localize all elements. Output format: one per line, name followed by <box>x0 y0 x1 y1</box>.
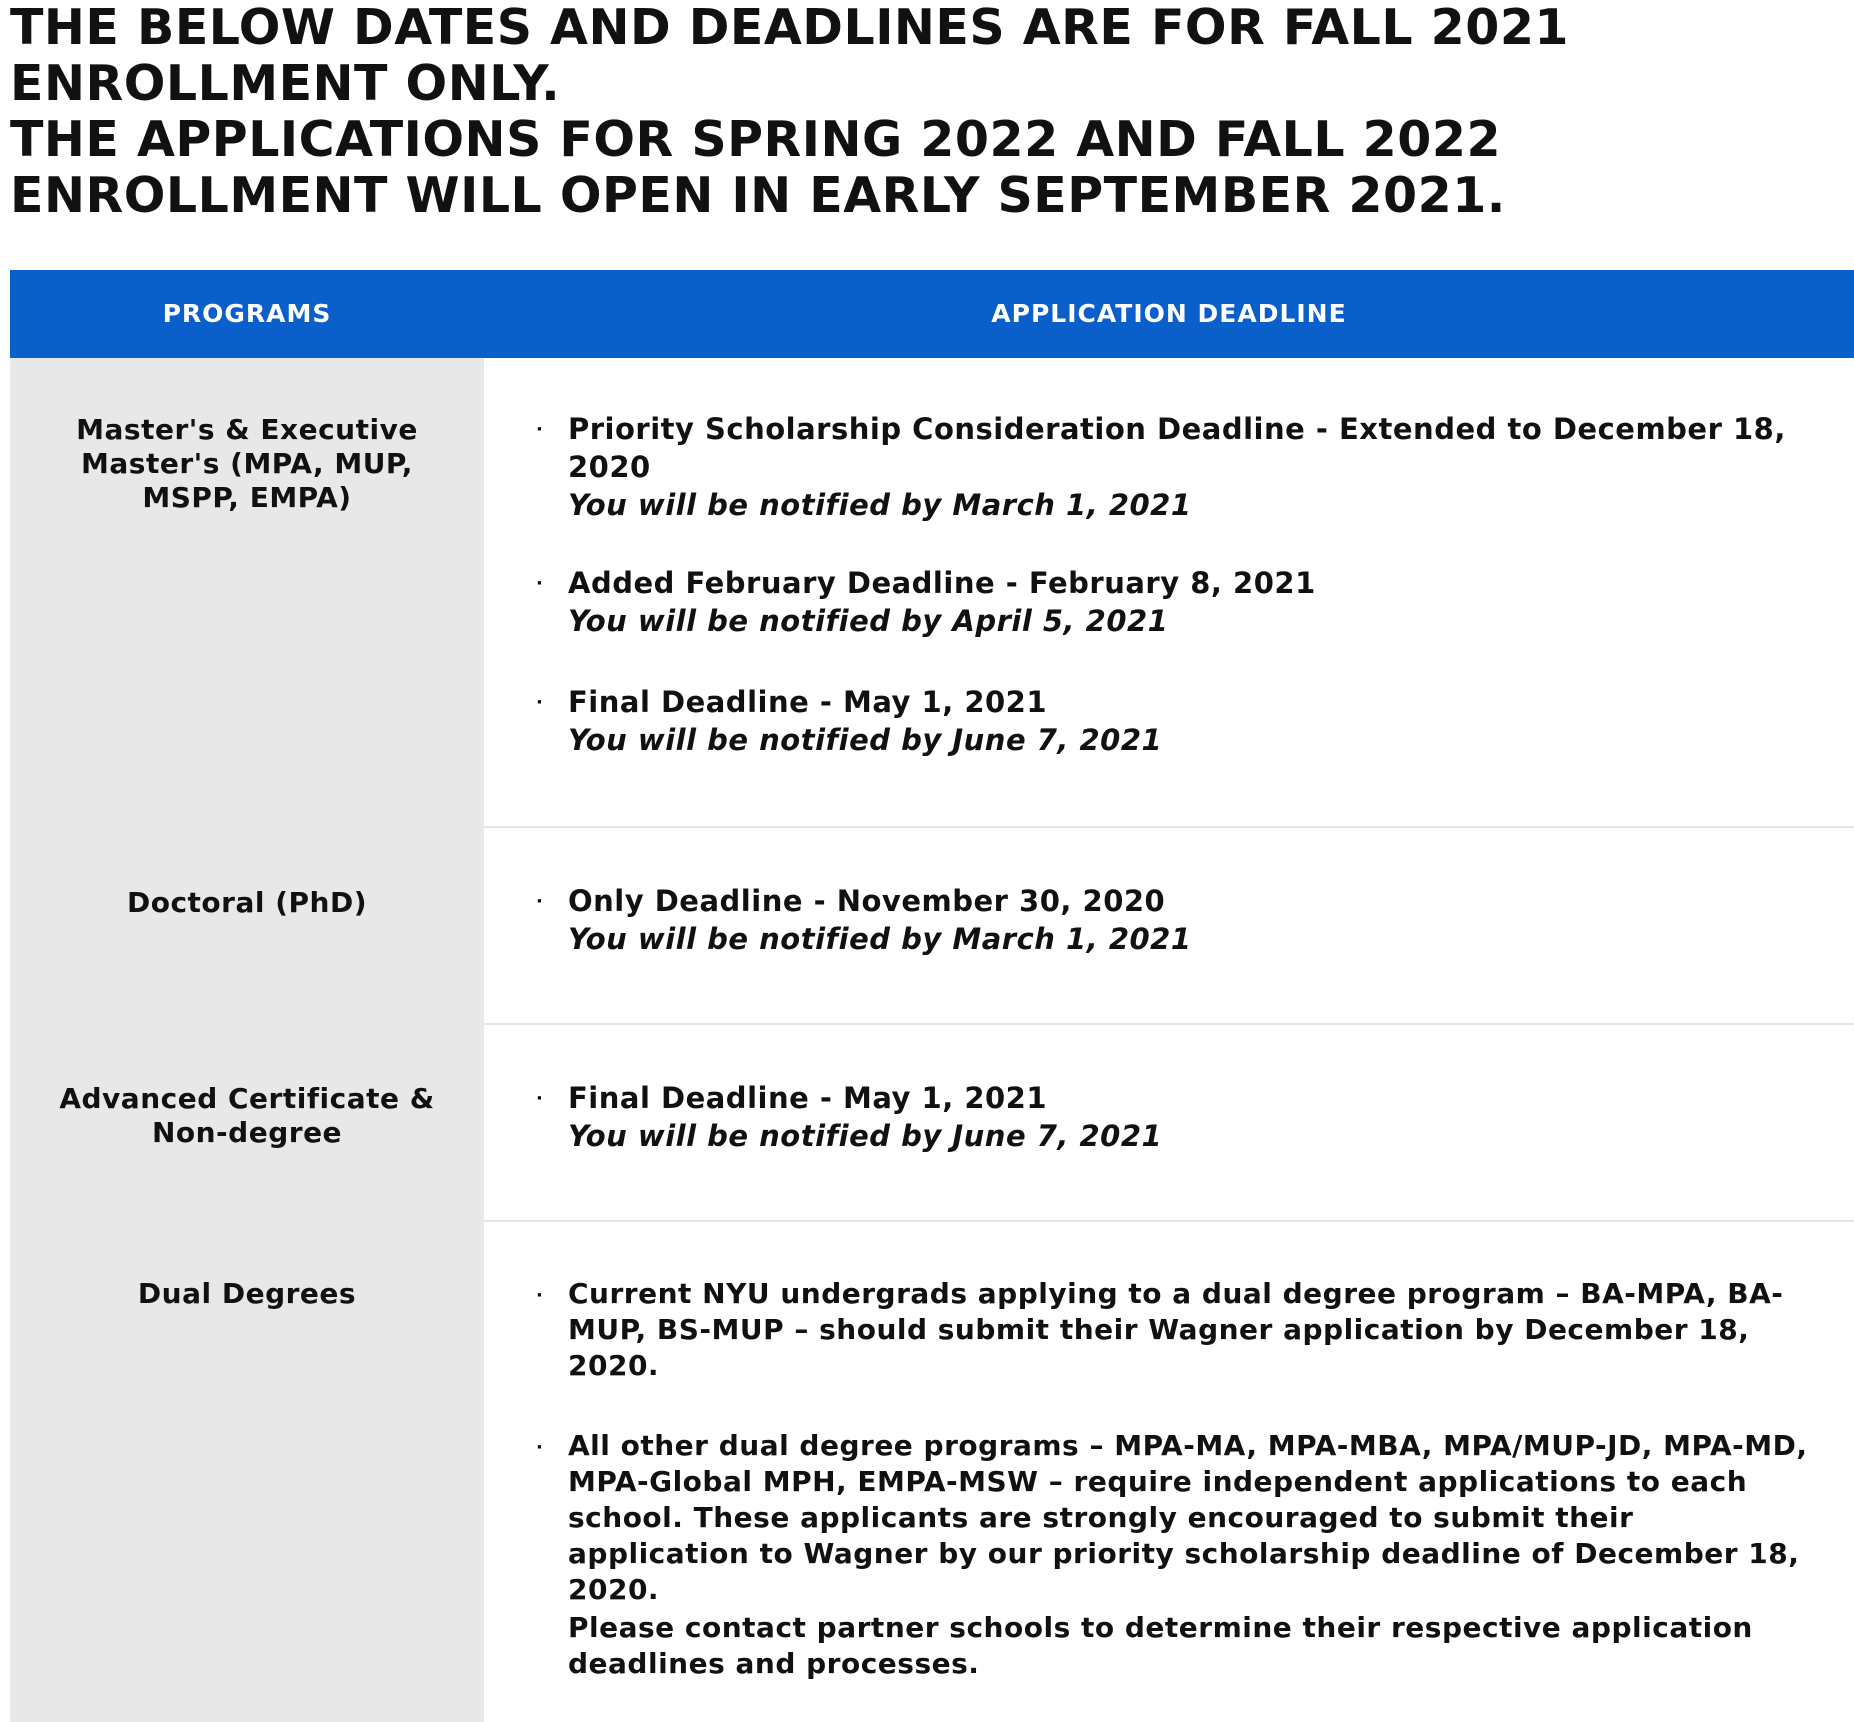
notification-date: You will be notified by March 1, 2021 <box>568 488 1192 522</box>
deadline-list <box>530 882 1820 958</box>
deadline-item <box>530 683 1820 759</box>
enrollment-notice <box>10 0 1840 224</box>
program-name: Master's & Executive Master's (MPA, MUP, MSPP, EMPA) <box>76 413 418 514</box>
table-row-dual-degrees <box>10 1222 1854 1722</box>
program-name: Advanced Certificate & Non-degree <box>59 1082 435 1149</box>
deadline-title: Final Deadline - May 1, 2021 <box>568 1081 1048 1115</box>
deadline-title: Added February Deadline - February 8, 2021 <box>568 566 1316 600</box>
deadline-item <box>530 1428 1820 1608</box>
deadline-text: Current NYU undergrads applying to a dual degree program – BA-MPA, BA-MUP, BS-MUP – should submit their Wagner application by December 18, 2020. <box>568 1277 1784 1382</box>
bullet-icon: · <box>536 1437 543 1458</box>
table-header <box>10 270 1854 358</box>
deadline-text: All other dual degree programs – MPA-MA, MPA-MBA, MPA/MUP-JD, MPA-MD, MPA-Global MPH, EMPA-MSW – require independent applications to each school. These applicants are strongly encouraged to submit their application to Wagner by our priority scholarship deadline of December 18, 2020. <box>568 1429 1808 1606</box>
programs-column-header: PROGRAMS <box>162 299 332 328</box>
deadline-column-header: APPLICATION DEADLINE <box>991 299 1347 328</box>
table-row-doctoral <box>10 828 1854 1025</box>
deadline-title: Priority Scholarship Consideration Deadline - Extended to December 18, 2020 <box>568 412 1786 484</box>
bullet-icon: · <box>536 891 543 912</box>
deadline-title: Only Deadline - November 30, 2020 <box>568 884 1166 918</box>
table-row-advanced-certificate <box>10 1025 1854 1222</box>
deadline-item <box>530 882 1820 958</box>
partner-schools-note: Please contact partner schools to determine their respective application deadlines and processes. <box>568 1611 1753 1680</box>
bullet-icon: · <box>536 1285 543 1306</box>
notification-date: You will be notified by March 1, 2021 <box>568 922 1192 956</box>
deadline-list <box>530 1276 1820 1652</box>
notice-line: ENROLLMENT ONLY. <box>10 55 561 112</box>
program-name: Doctoral (PhD) <box>126 886 368 919</box>
notification-date: You will be notified by April 5, 2021 <box>568 604 1169 638</box>
bullet-icon: · <box>536 692 543 713</box>
deadline-item <box>530 1079 1820 1155</box>
table-row-masters <box>10 358 1854 828</box>
deadline-list <box>530 1079 1820 1155</box>
program-name: Dual Degrees <box>137 1277 357 1310</box>
notification-date: You will be notified by June 7, 2021 <box>568 723 1163 757</box>
bullet-icon: · <box>536 419 543 440</box>
notice-line: THE BELOW DATES AND DEADLINES ARE FOR FALL 2021 <box>10 0 1570 56</box>
bullet-icon: · <box>536 1088 543 1109</box>
deadline-list <box>530 410 1820 759</box>
notification-date: You will be notified by June 7, 2021 <box>568 1119 1163 1153</box>
deadline-item <box>530 410 1820 524</box>
deadline-item <box>530 1276 1820 1384</box>
deadline-title: Final Deadline - May 1, 2021 <box>568 685 1048 719</box>
notice-line: ENROLLMENT WILL OPEN IN EARLY SEPTEMBER 2021. <box>10 167 1506 224</box>
notice-line: THE APPLICATIONS FOR SPRING 2022 AND FALL 2022 <box>10 111 1502 168</box>
deadlines-table <box>10 270 1854 1722</box>
deadline-item <box>530 564 1820 640</box>
bullet-icon: · <box>536 573 543 594</box>
